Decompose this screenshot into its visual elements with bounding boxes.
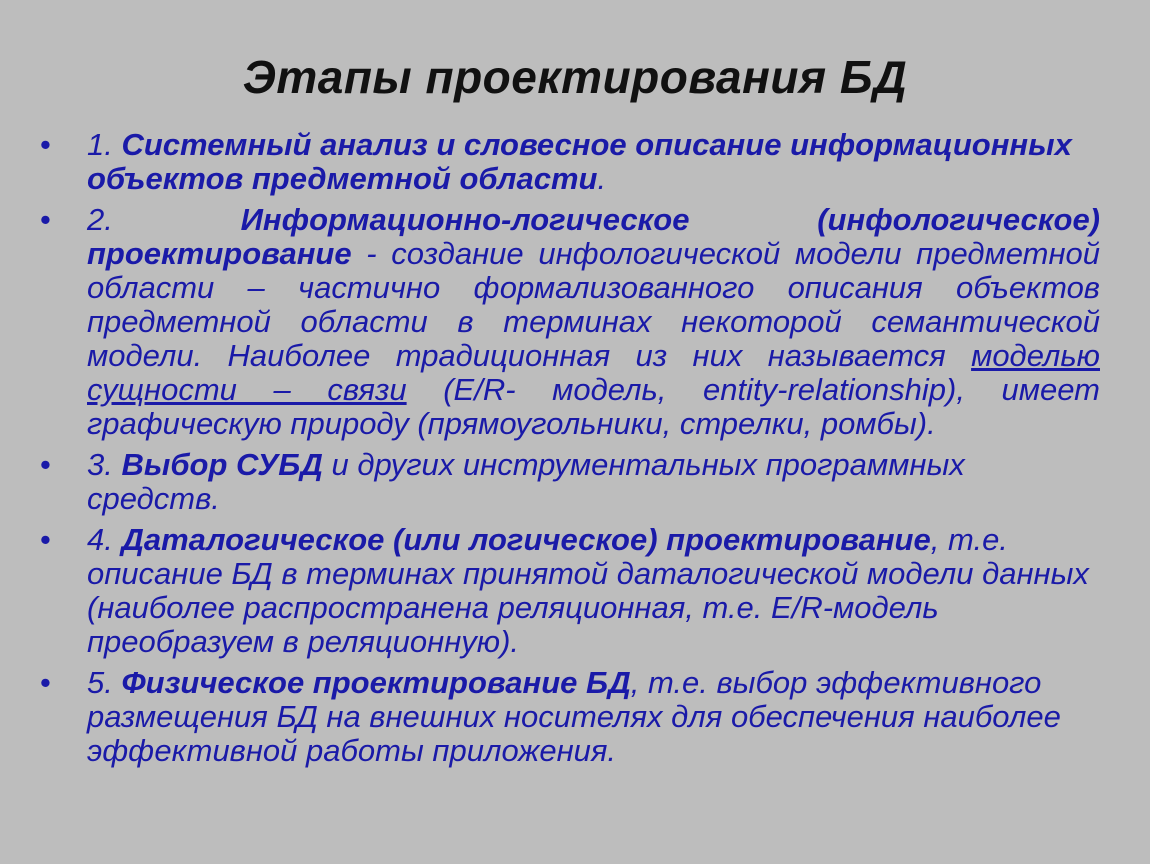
list-item-5 [40, 666, 1100, 768]
item-text: , т.е. описание БД в терминах принятой даталогической модели данных (наиболее распространена реляционная, т.е. E/R-модель преобразуем в реляционную). [87, 522, 1089, 659]
list-item-3 [40, 448, 1100, 516]
item-text-cont: (E/R- модель, entity-relationship), имеет графическую природу (прямоугольники, стрелки, ромбы). [87, 372, 1101, 441]
item-heading: Даталогическое (или логическое) проектирование [121, 522, 931, 557]
list-item-4 [40, 523, 1100, 659]
item-text: . [597, 161, 607, 196]
bullet-icon: • [40, 447, 51, 482]
item-number: 5. [87, 665, 122, 700]
item-heading: Информационно-логическое (инфологическое) проектирование [87, 202, 1101, 271]
slide-title: Этапы проектирования БД [242, 51, 908, 103]
item-heading: Системный анализ и словесное описание информационных объектов предметной области [87, 127, 1072, 196]
item-number: 2. [87, 202, 241, 237]
item-heading: Физическое проектирование БД [121, 665, 631, 700]
bullet-list [40, 128, 1100, 775]
bullet-icon: • [40, 127, 51, 162]
item-text: и других инструментальных программных средств. [87, 447, 965, 516]
list-item-2 [40, 203, 1100, 441]
list-item-1 [40, 128, 1100, 196]
bullet-icon: • [40, 522, 51, 557]
hyperlink-er-model[interactable]: моделью сущности – связи [87, 338, 1100, 407]
bullet-icon: • [40, 665, 51, 700]
item-number: 3. [87, 447, 122, 482]
item-number: 1. [87, 127, 122, 162]
bullet-icon: • [40, 202, 51, 237]
item-text: , т.е. выбор эффективного размещения БД на внешних носителях для обеспечения наиболее эффективной работы приложения. [87, 665, 1061, 768]
item-number: 4. [87, 522, 122, 557]
item-text: - создание инфологической модели предметной области – частично формализованного описания объектов предметной области в терминах некоторой семантической модели. Наиболее традиционная из них называется [87, 236, 1100, 373]
item-heading: Выбор СУБД [121, 447, 323, 482]
